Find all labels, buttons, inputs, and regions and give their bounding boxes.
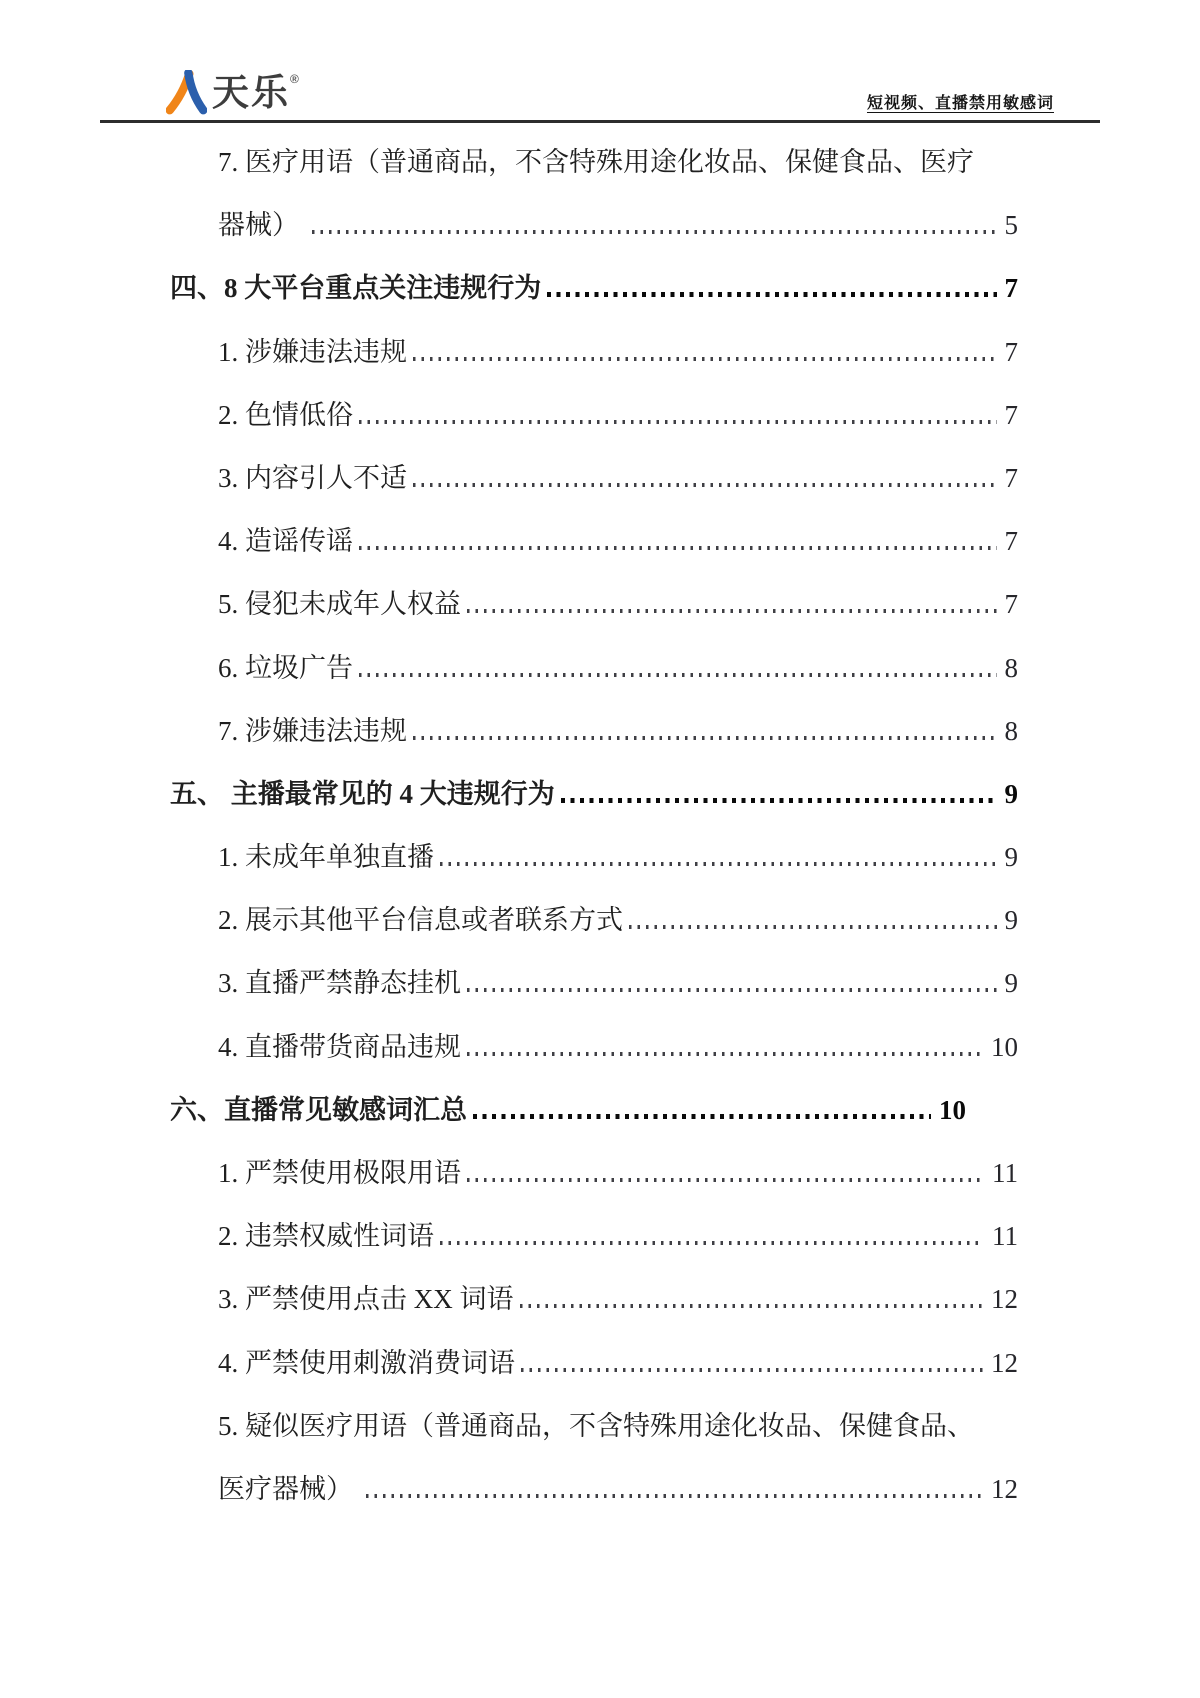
toc-entry-text: 3. 内容引人不适 <box>218 462 407 493</box>
toc-entry[interactable] <box>170 510 1018 573</box>
toc-page-number: 8 <box>1004 715 1018 746</box>
toc-entry-text: 4. 直播带货商品违规 <box>218 1031 461 1062</box>
dot-leader <box>467 609 997 613</box>
toc-entry-text: 2. 色情低俗 <box>218 399 353 430</box>
toc-entry-text: 5. 侵犯未成年人权益 <box>218 589 461 620</box>
toc-entry[interactable] <box>170 194 1018 257</box>
dot-leader <box>520 1304 984 1308</box>
toc-entry-text: 1. 涉嫌违法违规 <box>218 336 407 367</box>
toc-page-number: 12 <box>991 1284 1018 1315</box>
toc-entry-text: 六、直播常见敏感词汇总 <box>170 1094 467 1125</box>
dot-leader <box>561 798 997 803</box>
table-of-contents <box>170 131 1018 1521</box>
dot-leader <box>629 925 997 929</box>
dot-leader <box>440 862 997 866</box>
toc-entry[interactable] <box>170 131 1018 194</box>
dot-leader <box>413 483 997 487</box>
toc-entry-text: 3. 严禁使用点击 XX 词语 <box>218 1284 514 1315</box>
dot-leader <box>413 357 997 361</box>
toc-entry[interactable] <box>170 637 1018 700</box>
toc-page-number: 7 <box>1004 399 1018 430</box>
dot-leader <box>413 736 997 740</box>
toc-entry[interactable] <box>170 1458 1018 1521</box>
toc-entry-text: 5. 疑似医疗用语（普通商品，不含特殊用途化妆品、保健食品、 <box>218 1410 974 1441</box>
toc-entry[interactable] <box>170 447 1018 510</box>
toc-entry[interactable] <box>170 321 1018 384</box>
toc-entry[interactable] <box>170 1016 1018 1079</box>
toc-page-number: 7 <box>1004 336 1018 367</box>
dot-leader <box>312 230 997 234</box>
brand-logo-icon <box>166 70 207 115</box>
doc-title: 短视频、直播禁用敏感词 <box>866 95 1054 112</box>
dot-leader <box>473 1114 931 1119</box>
toc-entry-text: 五、 主播最常见的 4 大违规行为 <box>170 778 555 809</box>
toc-entry-text: 4. 造谣传谣 <box>218 526 353 557</box>
toc-entry[interactable] <box>170 1395 1018 1458</box>
toc-page-number: 9 <box>1004 968 1018 999</box>
toc-entry[interactable] <box>170 700 1018 763</box>
toc-page-number: 7 <box>1004 462 1018 493</box>
dot-leader <box>440 1241 984 1245</box>
toc-page-number: 7 <box>1004 589 1018 620</box>
toc-entry[interactable] <box>170 826 1018 889</box>
toc-entry-text: 7. 医疗用语（普通商品，不含特殊用途化妆品、保健食品、医疗 <box>218 147 974 177</box>
toc-page-number: 7 <box>1004 273 1018 304</box>
toc-page-number: 9 <box>1004 905 1018 936</box>
toc-entry[interactable] <box>170 1268 1018 1331</box>
toc-entry-text: 2. 展示其他平台信息或者联系方式 <box>218 905 623 936</box>
toc-heading-entry[interactable] <box>170 1079 1018 1142</box>
dot-leader <box>521 1368 983 1372</box>
toc-page-number: 12 <box>991 1473 1018 1504</box>
toc-entry[interactable] <box>170 1142 1018 1205</box>
toc-entry[interactable] <box>170 384 1018 447</box>
page-header <box>100 70 1100 123</box>
toc-page-number: 11 <box>992 1221 1018 1252</box>
dot-leader <box>359 673 997 677</box>
toc-entry-text: 2. 违禁权威性词语 <box>218 1221 434 1252</box>
toc-page-number: 8 <box>1004 652 1018 683</box>
toc-page-number: 11 <box>992 1158 1018 1188</box>
toc-entry-text: 四、8 大平台重点关注违规行为 <box>170 273 542 304</box>
toc-page-number: 10 <box>991 1031 1018 1062</box>
toc-page-number: 5 <box>1004 210 1018 241</box>
toc-entry[interactable] <box>170 573 1018 636</box>
toc-entry-text: 6. 垃圾广告 <box>218 652 353 683</box>
toc-entry-text: 1. 严禁使用极限用语 <box>218 1158 461 1188</box>
dot-leader <box>359 546 997 550</box>
toc-page-number: 9 <box>1004 778 1018 809</box>
toc-entry-text: 4. 严禁使用刺激消费词语 <box>218 1347 515 1378</box>
toc-page-number: 7 <box>1004 526 1018 557</box>
toc-entry-text: 1. 未成年单独直播 <box>218 842 434 873</box>
toc-entry-text: 3. 直播严禁静态挂机 <box>218 968 461 999</box>
toc-entry[interactable] <box>170 952 1018 1015</box>
registered-mark-icon: ® <box>290 72 299 86</box>
toc-page-number: 10 <box>939 1094 966 1125</box>
dot-leader <box>359 420 997 424</box>
toc-heading-entry[interactable] <box>170 763 1018 826</box>
toc-entry-text: 器械） <box>218 210 306 241</box>
brand-logo <box>166 70 299 115</box>
dot-leader <box>547 292 996 297</box>
toc-entry[interactable] <box>170 889 1018 952</box>
toc-entry-text: 7. 涉嫌违法违规 <box>218 715 407 746</box>
toc-entry-text: 医疗器械） <box>218 1473 360 1504</box>
dot-leader <box>467 988 997 992</box>
toc-page-number: 12 <box>991 1347 1018 1378</box>
dot-leader <box>366 1494 983 1498</box>
toc-entry[interactable] <box>170 1205 1018 1268</box>
toc-heading-entry[interactable] <box>170 257 1018 320</box>
dot-leader <box>467 1178 984 1182</box>
toc-page-number: 9 <box>1004 842 1018 873</box>
toc-entry[interactable] <box>170 1332 1018 1395</box>
brand-name: 天乐 <box>212 72 290 113</box>
dot-leader <box>467 1052 983 1056</box>
